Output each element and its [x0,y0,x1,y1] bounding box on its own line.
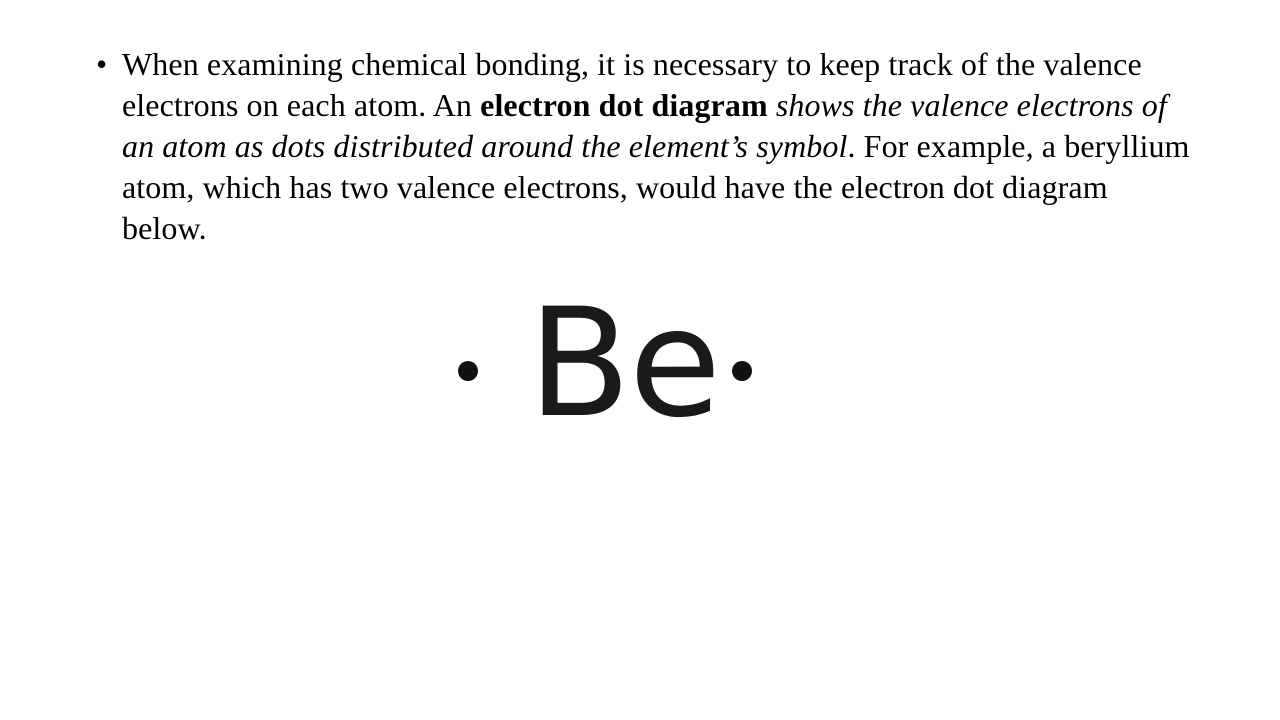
valence-electron-dot-left [458,361,478,381]
term-electron-dot-diagram: electron dot diagram [480,87,768,123]
text-space [768,87,776,123]
bullet-marker: • [96,46,108,82]
definition-text: shows the valence electrons of an atom as dots distributed around the element’s symbol [122,87,1167,164]
text-intro: When examining chemical bonding, it is necessary to keep track of the valence electrons on each atom. An [122,46,1142,123]
electron-dot-diagram [440,277,780,451]
element-symbol: Be [528,277,720,451]
bullet-text [122,44,1196,249]
valence-electron-dot-right [732,361,752,381]
text-example: . For example, a beryllium atom, which has two valence electrons, would have the electron dot diagram below. [122,128,1190,246]
bullet-paragraph [96,44,1196,249]
